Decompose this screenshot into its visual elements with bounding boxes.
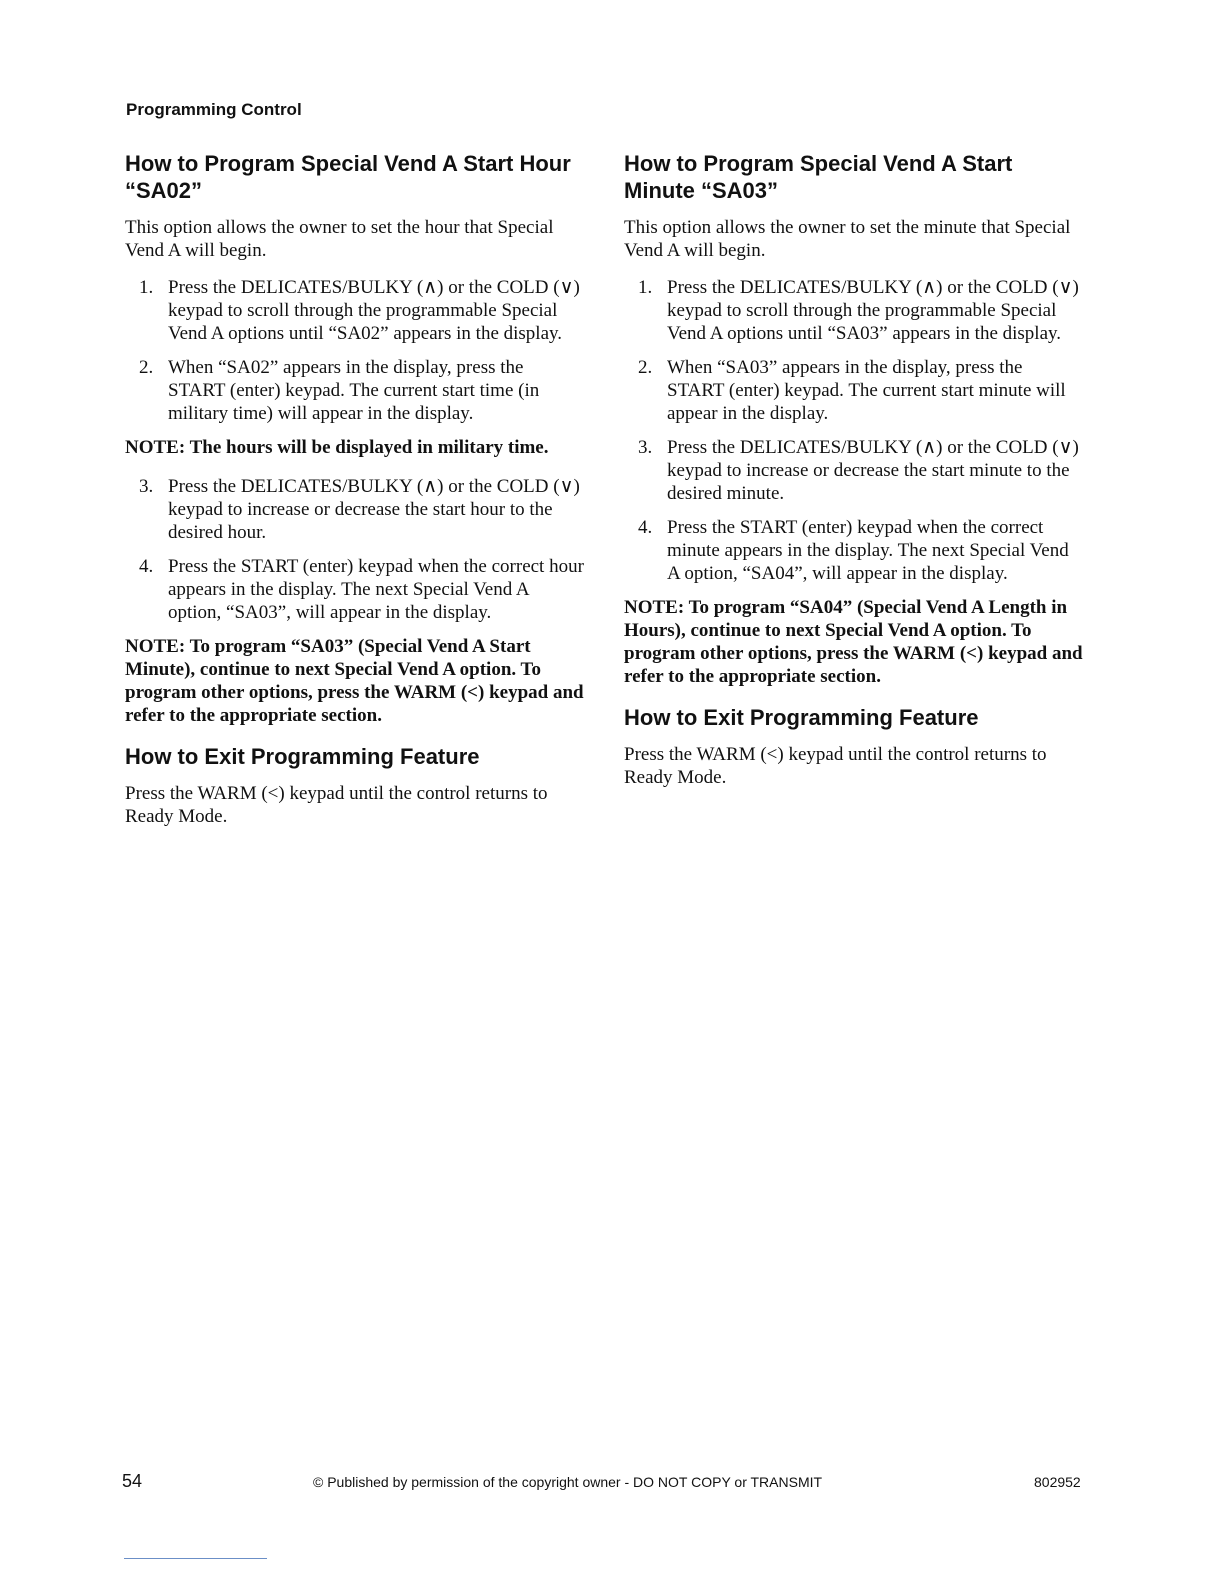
list-item — [624, 436, 1084, 505]
step-text: Press the DELICATES/BULKY (∧) or the COLD (∨) keypad to increase or decrease the start hour to the desired hour. — [168, 476, 580, 543]
right-column — [624, 150, 1084, 803]
sa02-intro: This option allows the owner to set the hour that Special Vend A will begin. — [125, 217, 554, 261]
document-number: 802952 — [1034, 1474, 1081, 1490]
sa03-intro: This option allows the owner to set the minute that Special Vend A will begin. — [624, 217, 1071, 261]
step-text: When “SA02” appears in the display, press the START (enter) keypad. The current start time (in military time) will appear in the display. — [168, 357, 540, 424]
list-item — [125, 276, 585, 345]
step-number: 2. — [638, 357, 653, 378]
sa03-steps — [624, 276, 1084, 585]
right-exit-text: Press the WARM (<) keypad until the control returns to Ready Mode. — [624, 744, 1047, 788]
step-number: 1. — [638, 277, 653, 298]
sa02-note-next: NOTE: To program “SA03” (Special Vend A Start Minute), continue to next Special Vend A option. To program other options, press the WARM (<) keypad and refer to the appropriate section. — [125, 636, 584, 726]
right-exit-title: How to Exit Programming Feature — [624, 705, 979, 730]
list-item — [624, 516, 1084, 585]
copyright-notice: © Published by permission of the copyright owner - DO NOT COPY or TRANSMIT — [313, 1474, 823, 1490]
sa03-title: How to Program Special Vend A Start Minute “SA03” — [624, 151, 1013, 203]
step-text: Press the START (enter) keypad when the correct minute appears in the display. The next Special Vend A option, “SA04”, will appear in the display. — [667, 517, 1069, 584]
list-item — [125, 356, 585, 425]
step-number: 4. — [139, 556, 154, 577]
list-item — [624, 276, 1084, 345]
sa03-note-next: NOTE: To program “SA04” (Special Vend A Length in Hours), continue to next Special Vend A option. To program other options, press the WARM (<) keypad and refer to the appropriate section. — [624, 597, 1083, 687]
list-item — [624, 356, 1084, 425]
step-number: 4. — [638, 517, 653, 538]
step-text: Press the DELICATES/BULKY (∧) or the COLD (∨) keypad to increase or decrease the start minute to the desired minute. — [667, 437, 1079, 504]
section-label: Programming Control — [126, 100, 302, 119]
list-item — [125, 555, 585, 624]
step-number: 3. — [139, 476, 154, 497]
step-number: 3. — [638, 437, 653, 458]
sa02-steps-b — [125, 475, 585, 624]
sa02-title: How to Program Special Vend A Start Hour “SA02” — [125, 151, 571, 203]
footer-rule — [124, 1558, 267, 1559]
page-number: 54 — [122, 1471, 143, 1491]
step-text: Press the DELICATES/BULKY (∧) or the COLD (∨) keypad to scroll through the programmable Special Vend A options until “SA03” appears in the display. — [667, 277, 1079, 344]
sa02-note-military: NOTE: The hours will be displayed in military time. — [125, 437, 549, 458]
sa02-steps-a — [125, 276, 585, 425]
step-number: 2. — [139, 357, 154, 378]
step-text: Press the DELICATES/BULKY (∧) or the COLD (∨) keypad to scroll through the programmable Special Vend A options until “SA02” appears in the display. — [168, 277, 580, 344]
step-number: 1. — [139, 277, 154, 298]
left-exit-text: Press the WARM (<) keypad until the control returns to Ready Mode. — [125, 783, 548, 827]
step-text: Press the START (enter) keypad when the correct hour appears in the display. The next Special Vend A option, “SA03”, will appear in the display. — [168, 556, 584, 623]
list-item — [125, 475, 585, 544]
left-exit-title: How to Exit Programming Feature — [125, 744, 480, 769]
step-text: When “SA03” appears in the display, press the START (enter) keypad. The current start minute will appear in the display. — [667, 357, 1066, 424]
left-column — [125, 150, 585, 842]
